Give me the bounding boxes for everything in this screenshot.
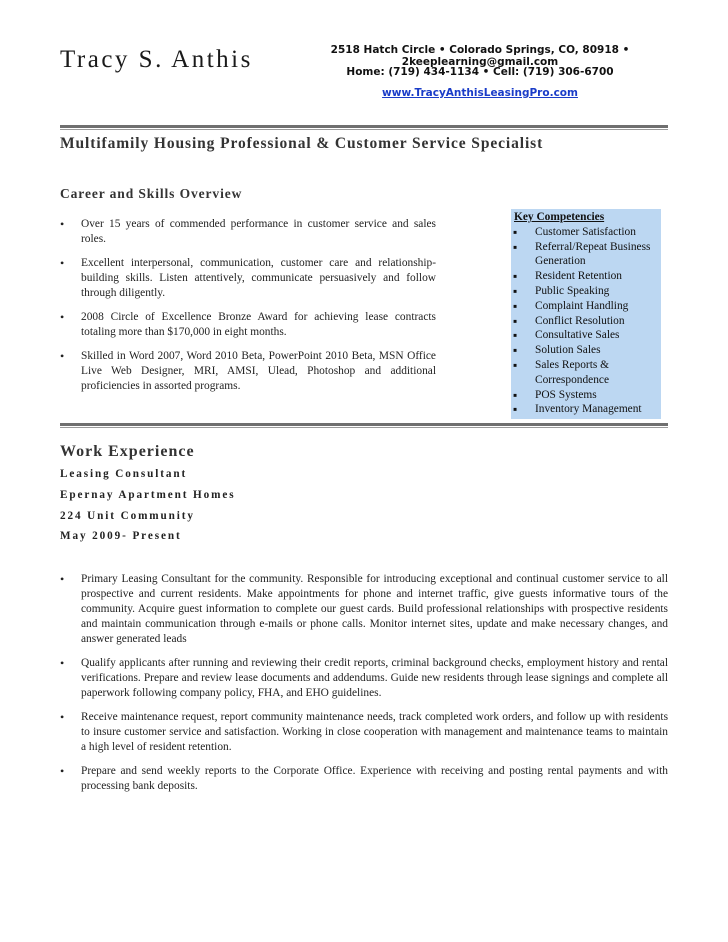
company-name: Epernay Apartment Homes (60, 489, 236, 501)
work-bullet-list (60, 572, 668, 803)
competency-item: ▪ Resident Retention (511, 269, 661, 284)
competencies-list (511, 225, 661, 417)
contact-phones: Home: (719) 434-1134 • Cell: (719) 306-6700 (346, 66, 614, 78)
overview-bullet: • 2008 Circle of Excellence Bronze Award for achieving lease contracts totaling more than $170,000 in eight months. (60, 310, 436, 340)
header-rule-thin (60, 129, 668, 130)
work-bullet: • Prepare and send weekly reports to the Corporate Office. Experience with receiving and posting rental payments and with processing bank deposits. (60, 764, 668, 794)
overview-bullet-list (60, 217, 436, 403)
competency-item: ▪ Conflict Resolution (511, 314, 661, 329)
employment-dates: May 2009- Present (60, 530, 182, 542)
competency-item: ▪ Customer Satisfaction (511, 225, 661, 240)
work-rule-thick (60, 423, 668, 426)
header-rule-thick (60, 125, 668, 128)
key-competencies-title: Key Competencies (514, 211, 605, 223)
candidate-name: Tracy S. Anthis (60, 46, 253, 73)
website-link[interactable]: www.TracyAnthisLeasingPro.com (382, 87, 578, 99)
work-bullet: • Receive maintenance request, report community maintenance needs, track completed work orders, and follow up with residents to insure customer service and satisfaction. Working in close cooperation with management and maintenance teams to maintain a high level of resident retention. (60, 710, 668, 755)
work-section-title: Work Experience (60, 443, 195, 460)
work-bullet: • Qualify applicants after running and reviewing their credit reports, criminal background checks, employment history and rental verifications. Prepare and review lease documents and addendums. Guide new residents through lease signings and complete all paperwork following company policy, FHA, and EHO guidelines. (60, 656, 668, 701)
overview-bullet: • Over 15 years of commended performance in customer service and sales roles. (60, 217, 436, 247)
work-bullet: • Primary Leasing Consultant for the community. Responsible for introducing exceptional and continual customer service to all prospective and current residents. Make appointments for phone and internet traffic, give guests informative tours of the community. Acquire guest information to complete our guest cards. Build professional relationships with prospective residents and maintain communication through e-mails or phone calls. Monitor internet sites, update and make necessary changes, and answer generated leads (60, 572, 668, 647)
competency-item: ▪ Complaint Handling (511, 299, 661, 314)
competency-item: ▪ Consultative Sales (511, 328, 661, 343)
competency-item: ▪ Sales Reports & Correspondence (511, 358, 661, 388)
contact-address: 2518 Hatch Circle • Colorado Springs, CO, 80918 • 2keeplearning@gmail.com (330, 44, 630, 68)
overview-bullet: • Skilled in Word 2007, Word 2010 Beta, PowerPoint 2010 Beta, MSN Office Live Web Designer, MRI, AMSI, Ulead, Photoshop and additional proficiencies in assorted programs. (60, 349, 436, 394)
overview-bullet: • Excellent interpersonal, communication, customer care and relationship-building skills. Listen attentively, communicate persuasively and follow through diligently. (60, 256, 436, 301)
key-competencies-box (511, 209, 661, 419)
competency-item: ▪ Solution Sales (511, 343, 661, 358)
community-size: 224 Unit Community (60, 510, 195, 522)
competency-item: ▪ Inventory Management (511, 402, 661, 417)
competency-item: ▪ Referral/Repeat Business Generation (511, 240, 661, 270)
work-rule-thin (60, 427, 668, 428)
job-title: Leasing Consultant (60, 468, 188, 480)
competency-item: ▪ Public Speaking (511, 284, 661, 299)
professional-headline: Multifamily Housing Professional & Customer Service Specialist (60, 135, 544, 152)
competency-item: ▪ POS Systems (511, 388, 661, 403)
overview-section-title: Career and Skills Overview (60, 186, 243, 201)
